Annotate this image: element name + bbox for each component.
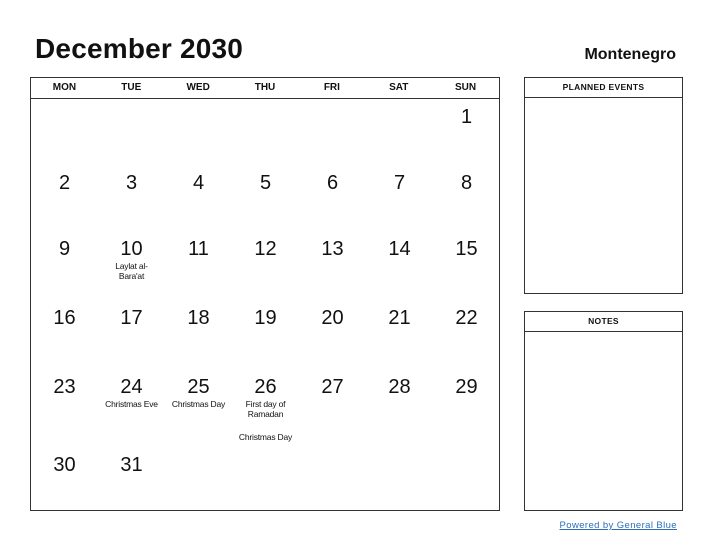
day-cell [31, 445, 98, 477]
day-number: 21 [388, 307, 411, 329]
event-label: Ramadan [247, 409, 284, 419]
day-number: 19 [254, 307, 277, 329]
day-number: 16 [53, 307, 76, 329]
day-cell [366, 367, 433, 399]
country-label: Montenegro [584, 46, 676, 63]
day-number: 28 [388, 376, 411, 398]
day-cell [433, 229, 500, 261]
day-cell [31, 298, 98, 330]
day-number: 23 [53, 376, 76, 398]
day-number: 3 [125, 172, 138, 194]
day-number: 14 [388, 238, 411, 260]
day-cell [232, 163, 299, 195]
weekday-header [31, 78, 499, 99]
day-number: 17 [120, 307, 143, 329]
event-label: Christmas Day [171, 399, 226, 409]
day-cell [31, 367, 98, 399]
day-cell [232, 298, 299, 330]
weekday-mon: MON [52, 82, 77, 93]
day-number: 15 [455, 238, 478, 260]
day-cell [98, 298, 165, 330]
planned-events-panel [524, 77, 683, 294]
day-cell [366, 229, 433, 261]
day-cell [433, 367, 500, 399]
day-number: 29 [455, 376, 478, 398]
page-title: December 2030 [35, 33, 244, 64]
day-number: 7 [393, 172, 406, 194]
day-cell [366, 163, 433, 195]
day-number: 26 [254, 376, 277, 398]
event-label: Laylat al- [115, 261, 148, 271]
day-number: 5 [259, 172, 272, 194]
day-cell [433, 298, 500, 330]
planned-events-heading: PLANNED EVENTS [525, 78, 682, 98]
day-cell [433, 97, 500, 129]
weekday-sun: SUN [455, 82, 477, 93]
weekday-fri: FRI [323, 82, 340, 93]
day-number: 30 [53, 454, 76, 476]
day-cell [98, 163, 165, 195]
day-number: 24 [120, 376, 143, 398]
day-number: 20 [321, 307, 344, 329]
weekday-thu: THU [254, 82, 276, 93]
day-cell [31, 229, 98, 261]
day-cell [165, 163, 232, 195]
day-number: 6 [326, 172, 339, 194]
day-cell [98, 445, 165, 477]
day-number: 27 [321, 376, 344, 398]
day-number: 25 [187, 376, 210, 398]
day-cell [232, 229, 299, 261]
day-cell [299, 163, 366, 195]
day-cell [433, 163, 500, 195]
day-number: 13 [321, 238, 344, 260]
day-cell [299, 298, 366, 330]
calendar-grid [30, 77, 500, 511]
day-cell [299, 229, 366, 261]
day-cell [31, 163, 98, 195]
day-number: 8 [460, 172, 473, 194]
event-label: Christmas Eve [105, 399, 158, 409]
day-number: 2 [58, 172, 71, 194]
weekday-wed: WED [186, 82, 210, 93]
day-cell [165, 367, 232, 409]
notes-panel [524, 311, 683, 511]
day-number: 9 [58, 238, 71, 260]
day-cell [366, 298, 433, 330]
powered-by-link[interactable]: Powered by General Blue [559, 520, 677, 531]
day-number: 22 [455, 307, 478, 329]
day-number: 12 [254, 238, 277, 260]
day-number: 10 [120, 238, 143, 260]
day-number: 31 [120, 454, 143, 476]
day-cell [98, 367, 165, 409]
weekday-tue: TUE [121, 82, 142, 93]
notes-heading: NOTES [525, 312, 682, 332]
day-number: 4 [192, 172, 205, 194]
weekday-sat: SAT [389, 82, 409, 93]
day-cell [98, 229, 165, 281]
day-number: 18 [187, 307, 210, 329]
day-cell [232, 367, 299, 442]
event-label: Bara'at [118, 271, 145, 281]
day-cell [165, 229, 232, 261]
event-label: First day of [245, 399, 286, 409]
day-number: 1 [460, 106, 473, 128]
day-number: 11 [188, 238, 209, 260]
event-label: Christmas Day [238, 432, 293, 442]
day-cell [165, 298, 232, 330]
day-cell [299, 367, 366, 399]
